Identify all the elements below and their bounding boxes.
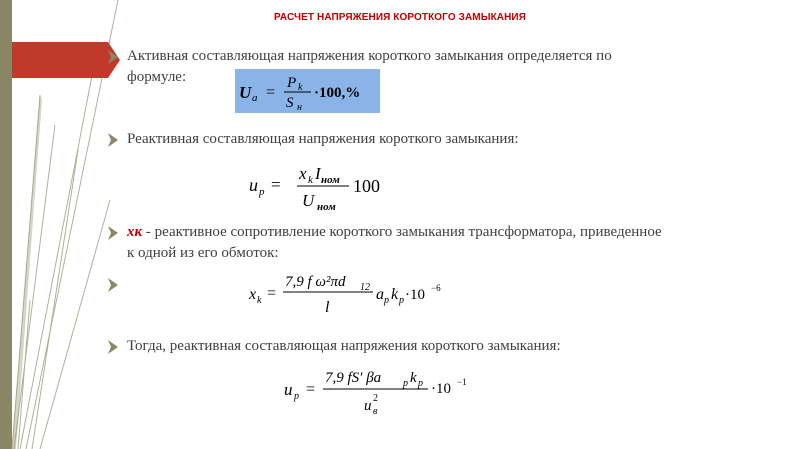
xk-tail-k: k	[391, 286, 399, 303]
bullet-arrow-icon	[108, 133, 118, 147]
slide-title: РАСЧЕТ НАПРЯЖЕНИЯ КОРОТКОГО ЗАМЫКАНИЯ	[273, 12, 527, 23]
formula-up2	[280, 362, 480, 416]
ua-num-sub: k	[298, 82, 303, 93]
ua-eq: =	[266, 84, 276, 101]
xk-tail-exp: ·10	[405, 287, 425, 303]
up2-num-k-sub: p	[418, 378, 423, 389]
xk-num-sub: 12	[360, 282, 370, 293]
up1-num-a-sub: k	[308, 174, 313, 186]
up2-den-sub: в	[373, 406, 378, 416]
paragraph-active-line1: Активная составляющая напряжения короткого замыкания определяется по	[127, 48, 612, 64]
ua-den-sub: н	[297, 102, 302, 113]
xk-highlight: xк	[127, 224, 143, 240]
red-arrow-tab	[12, 42, 120, 78]
xk-num: 7,9 f ω²πd	[285, 274, 346, 290]
ua-num: P	[287, 75, 297, 91]
up2-num-k: k	[410, 370, 417, 386]
up1-num-b-sub: ном	[321, 174, 340, 186]
ua-lhs: U	[239, 83, 252, 102]
xk-lhs: x	[249, 286, 257, 303]
up2-tail-pow: −1	[457, 377, 467, 387]
paragraph-then: Тогда, реактивная составляющая напряжения короткого замыкания:	[127, 338, 561, 354]
up2-num: 7,9 fS′ βa	[325, 370, 382, 386]
paragraph-active-line2: формуле:	[127, 69, 187, 85]
bullet-arrow-icon	[108, 340, 118, 354]
up2-tail: ·10	[431, 381, 451, 397]
bullet-arrow-icon	[108, 278, 118, 292]
up1-tail: 100	[353, 176, 380, 196]
up2-num-sub: p	[403, 378, 408, 389]
up1-den: U	[302, 191, 315, 210]
xk-tail-k-sub: p	[399, 295, 404, 306]
up1-eq: =	[271, 175, 281, 194]
ua-tail: ·100,%	[314, 85, 361, 101]
xk-tail-pow: −6	[431, 283, 441, 293]
up2-lhs: u	[284, 380, 293, 399]
up2-den-sup: 2	[373, 393, 378, 404]
up2-lhs-sub: p	[294, 391, 299, 402]
xk-lhs-sub: k	[257, 295, 262, 306]
decorative-lines	[0, 0, 130, 449]
paragraph-xk-rest: - реактивное сопротивление короткого замыкания трансформатора, приведенное	[142, 224, 662, 240]
xk-den: l	[325, 299, 330, 316]
bullet-arrow-icon	[108, 50, 118, 64]
paragraph-xk	[127, 222, 787, 264]
up2-eq: =	[306, 381, 316, 398]
xk-tail-a-sub: p	[384, 295, 389, 306]
up1-lhs-sub: p	[259, 186, 265, 198]
formula-xk	[245, 266, 455, 320]
xk-eq: =	[267, 285, 277, 302]
paragraph-reactive: Реактивная составляющая напряжения короткого замыкания:	[127, 131, 519, 147]
formula-up1	[245, 158, 405, 214]
paragraph-xk-line2: к одной из его обмоток:	[127, 245, 279, 261]
up1-lhs: u	[249, 175, 258, 195]
up1-num-a: x	[299, 164, 307, 183]
xk-tail-a: a	[376, 286, 384, 303]
bullet-arrow-icon	[108, 226, 118, 240]
up1-den-sub: ном	[317, 201, 336, 213]
ua-den: S	[286, 95, 294, 111]
formula-ua	[235, 69, 380, 113]
up1-num-b: I	[315, 164, 321, 183]
ua-lhs-sub: a	[252, 92, 258, 104]
up2-den: u	[364, 398, 372, 414]
